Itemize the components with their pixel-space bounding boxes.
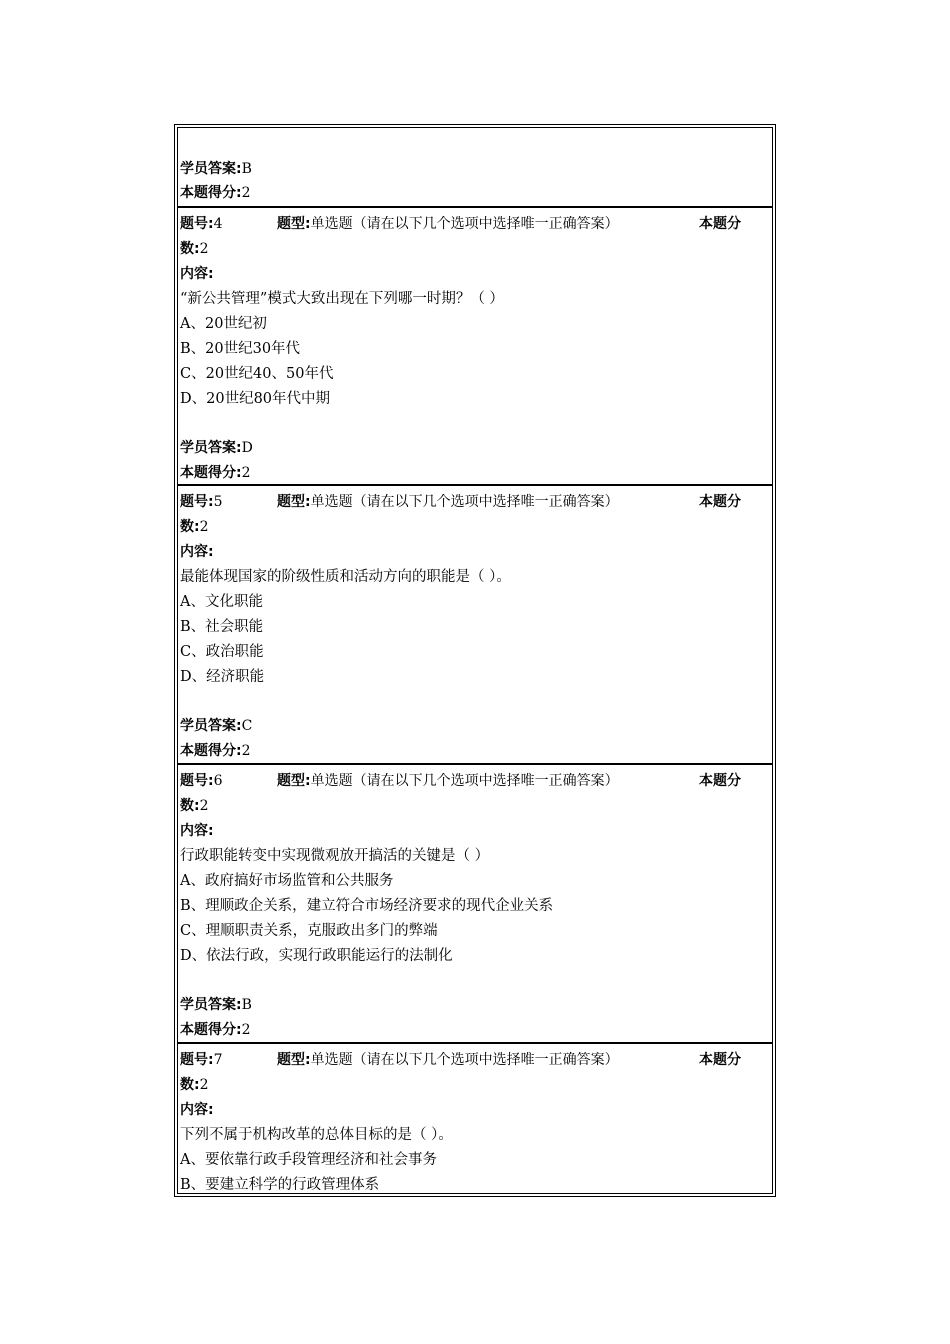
option-d: D、经济职能 <box>180 669 265 685</box>
points-earned-label: 本题得分: <box>180 185 242 201</box>
score-label-tail: 数: <box>180 798 200 814</box>
question-stem: 行政职能转变中实现微观放开搞活的关键是（ ） <box>180 848 490 864</box>
option-c: C、政治职能 <box>180 644 264 660</box>
question-number: 7 <box>213 1052 223 1068</box>
option-c: C、理顺职责关系，克服政出多门的弊端 <box>180 923 438 939</box>
content-label: 内容: <box>180 1102 214 1118</box>
student-answer-row <box>180 157 252 181</box>
option-b: B、理顺政企关系，建立符合市场经济要求的现代企业关系 <box>180 898 554 914</box>
option-d: D、20世纪80年代中期 <box>180 391 331 407</box>
question-header <box>180 1048 770 1072</box>
content-label: 内容: <box>180 544 214 560</box>
question-stem: “新公共管理”模式大致出现在下列哪一时期？（ ） <box>180 291 504 307</box>
score-label-tail: 数: <box>180 519 200 535</box>
score-value: 2 <box>199 798 209 814</box>
score-row <box>180 1073 209 1097</box>
points-earned-label: 本题得分: <box>180 1022 242 1038</box>
quiz-frame <box>177 127 773 1194</box>
points-earned-value: 2 <box>241 465 251 481</box>
question-block-6 <box>178 763 772 1042</box>
question-header <box>180 490 770 514</box>
question-type-value: 单选题（请在以下几个选项中选择唯一正确答案） <box>310 773 619 789</box>
student-answer-value: B <box>241 161 252 177</box>
question-type <box>277 1048 619 1072</box>
question-number-label: 题号: <box>180 494 214 510</box>
question-type-value: 单选题（请在以下几个选项中选择唯一正确答案） <box>310 494 619 510</box>
question-type-label: 题型: <box>277 494 311 510</box>
score-row <box>180 794 209 818</box>
content-label: 内容: <box>180 266 214 282</box>
score-value: 2 <box>199 1077 209 1093</box>
question-type-label: 题型: <box>277 773 311 789</box>
question-type-label: 题型: <box>277 1052 311 1068</box>
student-answer-value: B <box>241 997 252 1013</box>
score-label: 本题分 <box>699 216 741 232</box>
score-value: 2 <box>199 241 209 257</box>
student-answer-value: C <box>241 718 253 734</box>
student-answer-row <box>180 993 252 1017</box>
score-label: 本题分 <box>699 1052 741 1068</box>
points-earned-value: 2 <box>241 185 251 201</box>
question-stem: 最能体现国家的阶级性质和活动方向的职能是（ ）。 <box>180 569 511 585</box>
question-block-7 <box>178 1042 772 1195</box>
student-answer-row <box>180 714 252 738</box>
points-earned-value: 2 <box>241 1022 251 1038</box>
question-type-value: 单选题（请在以下几个选项中选择唯一正确答案） <box>310 1052 619 1068</box>
student-answer-row <box>180 436 253 460</box>
option-a: A、政府搞好市场监管和公共服务 <box>180 873 394 889</box>
question-number-label: 题号: <box>180 1052 214 1068</box>
question-type <box>277 769 619 793</box>
option-b: B、社会职能 <box>180 619 264 635</box>
question-stem: 下列不属于机构改革的总体目标的是（ ）。 <box>180 1127 453 1143</box>
student-answer-label: 学员答案: <box>180 997 242 1013</box>
question-type <box>277 212 619 236</box>
points-earned-value: 2 <box>241 743 251 759</box>
points-earned-label: 本题得分: <box>180 743 242 759</box>
question-type-value: 单选题（请在以下几个选项中选择唯一正确答案） <box>310 216 619 232</box>
question-number-label: 题号: <box>180 216 214 232</box>
score-label-tail: 数: <box>180 241 200 257</box>
question-header <box>180 212 770 236</box>
question-block-3-tail <box>178 128 772 206</box>
score-label-tail: 数: <box>180 1077 200 1093</box>
option-a: A、要依靠行政手段管理经济和社会事务 <box>180 1152 437 1168</box>
points-earned-row <box>180 461 251 485</box>
student-answer-label: 学员答案: <box>180 440 242 456</box>
points-earned-row <box>180 739 251 763</box>
content-label: 内容: <box>180 823 214 839</box>
score-value: 2 <box>199 519 209 535</box>
option-a: A、文化职能 <box>180 594 263 610</box>
quiz-sheet <box>174 124 776 1197</box>
option-a: A、20世纪初 <box>180 316 267 332</box>
option-c: C、20世纪40、50年代 <box>180 366 334 382</box>
question-type <box>277 490 619 514</box>
score-row <box>180 237 209 261</box>
student-answer-label: 学员答案: <box>180 161 242 177</box>
student-answer-value: D <box>241 440 253 456</box>
score-row <box>180 515 209 539</box>
points-earned-row <box>180 181 251 205</box>
score-label: 本题分 <box>699 773 741 789</box>
question-number: 6 <box>213 773 223 789</box>
option-d: D、依法行政，实现行政职能运行的法制化 <box>180 948 453 964</box>
option-b: B、20世纪30年代 <box>180 341 301 357</box>
question-block-5 <box>178 484 772 763</box>
student-answer-label: 学员答案: <box>180 718 242 734</box>
question-header <box>180 769 770 793</box>
option-b: B、要建立科学的行政管理体系 <box>180 1177 380 1193</box>
points-earned-label: 本题得分: <box>180 465 242 481</box>
points-earned-row <box>180 1018 251 1042</box>
score-label: 本题分 <box>699 494 741 510</box>
question-block-4 <box>178 206 772 485</box>
question-number-label: 题号: <box>180 773 214 789</box>
question-number: 5 <box>213 494 223 510</box>
question-number: 4 <box>213 216 223 232</box>
question-type-label: 题型: <box>277 216 311 232</box>
